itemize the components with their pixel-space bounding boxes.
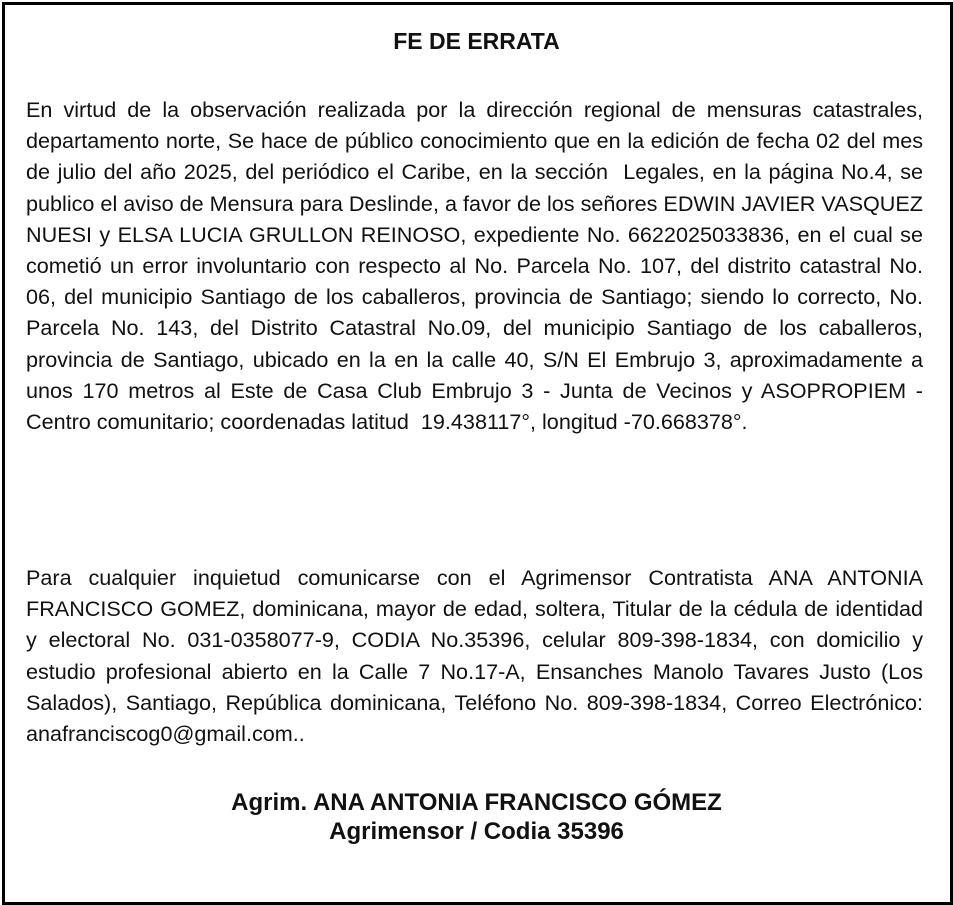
signature-block: [0, 788, 953, 846]
contact-paragraph: Para cualquier inquietud comunicarse con el Agrimensor Contratista ANA ANTONIA FRANCISCO GOMEZ, dominicana, mayor de edad, soltera, Titular de la cédula de identidad y electoral No. 031-0358077-9, CODIA No.35396, celular 809-398-1834, con domicilio y estudio profesional abierto en la Calle 7 No.17-A, Ensanches Manolo Tavares Justo (Los Salados), Santiago, República dominicana, Teléfono No. 809-398-1834, Correo Electrónico: anafranciscog0@gmail.com..: [26, 565, 929, 747]
correction-paragraph: En virtud de la observación realizada por la dirección regional de mensuras catastrales, departamento norte, Se hace de público conocimiento que en la edición de fecha 02 del mes de julio del año 2025, del periódico el Caribe, en la sección Legales, en la página No.4, se publico el aviso de Mensura para Deslinde, a favor de los señores EDWIN JAVIER VASQUEZ NUESI y ELSA LUCIA GRULLON REINOSO, expediente No. 6622025033836, en el cual se cometió un error involuntario con respecto al No. Parcela No. 107, del distrito catastral No. 06, del municipio Santiago de los caballeros, provincia de Santiago; siendo lo correcto, No. Parcela No. 143, del Distrito Catastral No.09, del municipio Santiago de los caballeros, provincia de Santiago, ubicado en la en la calle 40, S/N El Embrujo 3, aproximadamente a unos 170 metros al Este de Casa Club Embrujo 3 - Junta de Vecinos y ASOPROPIEM - Centro comunitario; coordenadas latitud 19.438117°, longitud -70.668378°.: [26, 97, 929, 435]
signature-role: Agrimensor / Codia 35396: [329, 818, 624, 845]
signature-name: Agrim. ANA ANTONIA FRANCISCO GÓMEZ: [231, 789, 722, 816]
notice-title: FE DE ERRATA: [393, 28, 560, 54]
